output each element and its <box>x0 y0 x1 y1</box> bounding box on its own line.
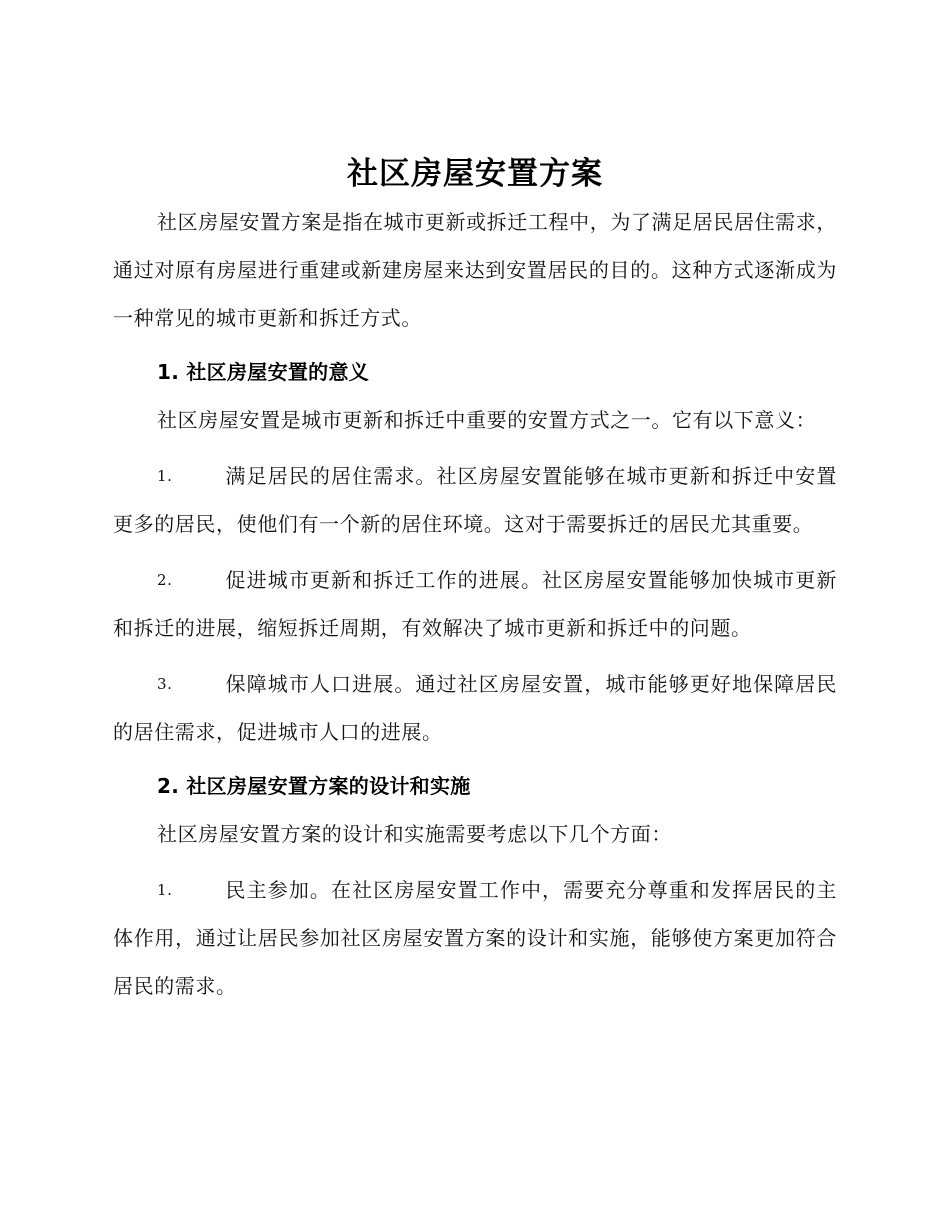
list-text: 民主参加。在社区房屋安置工作中，需要充分尊重和发挥居民的主体作用，通过让居民参加社区房屋安置方案的设计和实施，能够使方案更加符合居民的需求。 <box>113 878 837 998</box>
document-title: 社区房屋安置方案 <box>347 156 603 192</box>
list-item <box>113 452 837 548</box>
list-number: 1. <box>157 881 173 899</box>
document-content <box>113 150 837 1010</box>
section-2-lead: 社区房屋安置方案的设计和实施需要考虑以下几个方面： <box>157 822 672 846</box>
list-item <box>113 866 837 1010</box>
list-number: 2. <box>157 571 173 589</box>
section-heading-1: 1. 社区房屋安置的意义 <box>157 360 370 384</box>
list-item <box>113 556 837 652</box>
section-1-lead: 社区房屋安置是城市更新和拆迁中重要的安置方式之一。它有以下意义： <box>157 408 817 432</box>
list-item <box>113 660 837 756</box>
list-text: 促进城市更新和拆迁工作的进展。社区房屋安置能够加快城市更新和拆迁的进展，缩短拆迁周期，有效解决了城市更新和拆迁中的问题。 <box>113 568 837 640</box>
list-number: 3. <box>157 675 173 693</box>
list-number: 1. <box>157 467 173 485</box>
list-text: 保障城市人口进展。通过社区房屋安置，城市能够更好地保障居民的居住需求，促进城市人口的进展。 <box>113 672 837 744</box>
section-heading-2: 2. 社区房屋安置方案的设计和实施 <box>157 774 471 798</box>
intro-paragraph: 社区房屋安置方案是指在城市更新或拆迁工程中，为了满足居民居住需求，通过对原有房屋进行重建或新建房屋来达到安置居民的目的。这种方式逐渐成为一种常见的城市更新和拆迁方式。 <box>113 210 837 330</box>
list-text: 满足居民的居住需求。社区房屋安置能够在城市更新和拆迁中安置更多的居民，使他们有一个新的居住环境。这对于需要拆迁的居民尤其重要。 <box>113 464 837 536</box>
